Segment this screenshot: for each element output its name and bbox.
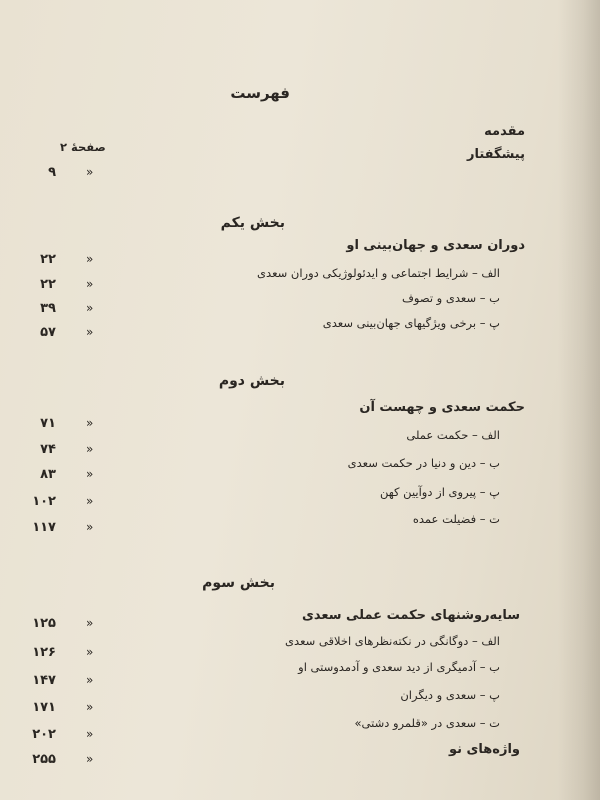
toc-item: الف – شرایط اجتماعی و ایدئولوژیکی دوران سعدی	[257, 266, 500, 280]
page-number: ۸۳	[40, 467, 56, 482]
ditto-mark: «	[86, 252, 94, 266]
toc-item: پ – برخی ویژگیهای جهان‌بینی سعدی	[322, 316, 500, 330]
ditto-mark: «	[86, 325, 94, 339]
ditto-mark: «	[86, 301, 94, 315]
toc-item: پ – پیروی از دوآیین کهن	[380, 485, 500, 499]
page-number: ۳۹	[40, 301, 56, 316]
ditto-mark: «	[86, 277, 94, 291]
page-number: ۱۷۱	[32, 700, 56, 715]
toc-item: ت – سعدی در «قلمرو دشتی»	[354, 716, 500, 730]
preface-entry: مقدمه	[484, 124, 525, 139]
ditto-mark: «	[86, 467, 94, 481]
page-number: ۵۷	[40, 325, 56, 340]
foreword-entry: پیشگفتار	[466, 147, 525, 162]
page-number: ۷۴	[40, 442, 56, 457]
ditto-mark: «	[86, 520, 94, 534]
page-number: ۲۲	[40, 277, 56, 292]
ditto-mark: «	[86, 727, 94, 741]
toc-item: پ – سعدی و دیگران	[400, 688, 500, 702]
page-edge-shadow	[558, 0, 600, 800]
page-number: ۹	[48, 165, 56, 180]
ditto-mark: «	[86, 165, 94, 179]
toc-item: ت – فضیلت عمده	[412, 512, 500, 526]
closing-entry: واژه‌های نو	[448, 742, 520, 757]
section-title: بخش یکم	[220, 215, 285, 231]
toc-item: ب – سعدی و تصوف	[401, 291, 500, 305]
page-title: فهرست	[230, 84, 290, 102]
page-number: ۱۱۷	[32, 520, 56, 535]
page-column-label: صفحهٔ ۲	[60, 140, 106, 154]
page-number: ۱۲۶	[32, 645, 56, 660]
page-number: ۲۲	[40, 252, 56, 267]
ditto-mark: «	[86, 442, 94, 456]
chapter-title: حکمت سعدی و چهست آن	[359, 400, 525, 415]
section-title: بخش سوم	[202, 575, 275, 591]
page-number: ۲۵۵	[32, 752, 56, 767]
toc-item: ب – آدمیگری از دید سعدی و آدمدوستی او	[298, 660, 500, 674]
page-number: ۱۰۲	[32, 494, 56, 509]
page-number: ۱۲۵	[32, 616, 56, 631]
page-number: ۷۱	[40, 416, 56, 431]
ditto-mark: «	[86, 416, 94, 430]
chapter-title: دوران سعدی و جهان‌بینی او	[346, 238, 525, 253]
chapter-title: سایه‌روشنهای حکمت عملی سعدی	[301, 608, 520, 623]
section-title: بخش دوم	[218, 373, 285, 389]
ditto-mark: «	[86, 673, 94, 687]
ditto-mark: «	[86, 616, 94, 630]
toc-item: ب – دین و دنیا در حکمت سعدی	[347, 456, 500, 470]
ditto-mark: «	[86, 494, 94, 508]
ditto-mark: «	[86, 700, 94, 714]
toc-item: الف – حکمت عملی	[406, 428, 500, 442]
ditto-mark: «	[86, 752, 94, 766]
page-number: ۱۴۷	[32, 673, 56, 688]
ditto-mark: «	[86, 645, 94, 659]
page-number: ۲۰۲	[32, 727, 56, 742]
toc-item: الف – دوگانگی در نکته‌نظرهای اخلاقی سعدی	[285, 634, 500, 648]
